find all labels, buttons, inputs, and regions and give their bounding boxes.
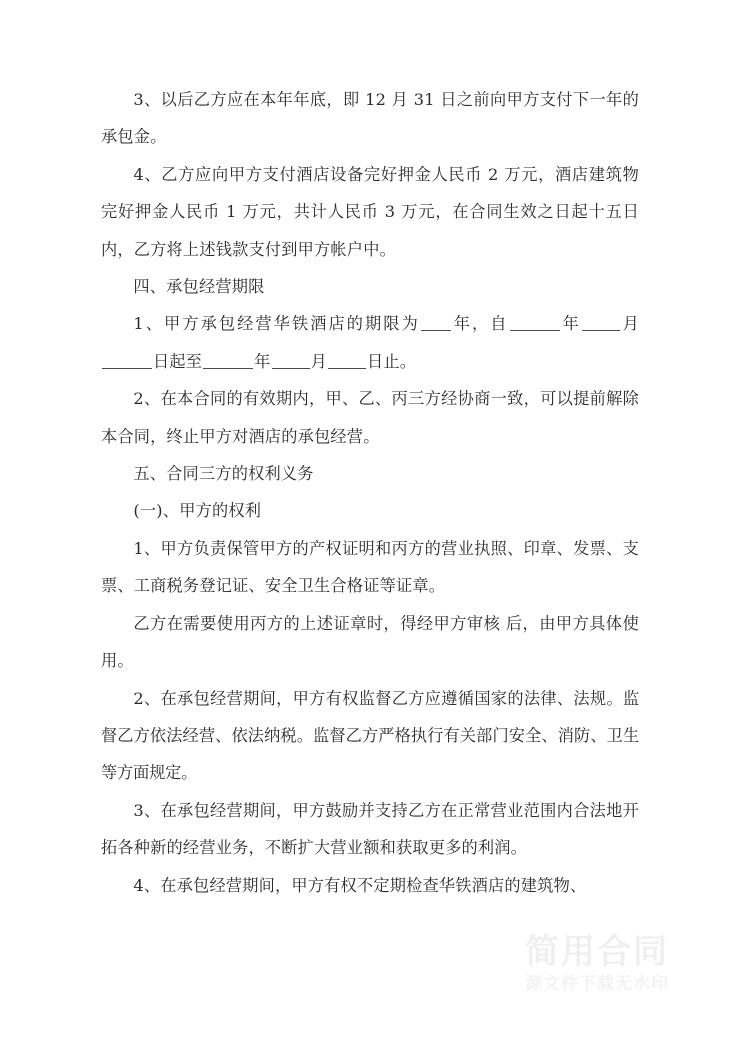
term-suffix-text: 日止。 [366,351,417,371]
paragraph-section5-item1: 1、甲方负责保管甲方的产权证明和丙方的营业执照、印章、发票、支票、工商税务登记证、安全卫生合格证等证章。 [101,538,639,596]
term-mid1-text: 年，自 [451,314,509,334]
blank-start-year[interactable] [510,316,560,331]
blank-years[interactable] [421,316,451,331]
paragraph-section5-item4: 4、在承包经营期间，甲方有权不定期检查华铁酒店的建筑物、 [133,875,587,895]
term-mid4-text: 日起至 [153,351,203,371]
term-mid5-text: 年 [254,351,271,371]
paragraph-section3-item3: 3、以后乙方应在本年年底，即 12 月 31 日之前向甲方支付下一年的承包金。 [101,90,639,147]
subheading-party-a-rights: (一)、甲方的权利 [133,501,262,521]
term-mid6-text: 月 [310,351,327,371]
watermark [472,933,722,997]
paragraph-section4-item1 [101,305,639,380]
watermark-brand-text: 简用合同 [525,932,669,973]
term-mid3-text: 月 [620,314,640,334]
document-text-column [101,81,639,904]
term-prefix-text: 1、甲方承包经营华铁酒店的期限为 [133,314,420,334]
heading-section-five: 五、合同三方的权利义务 [133,464,314,484]
term-mid2-text: 年 [560,314,581,334]
paragraph-section4-item2: 2、在本合同的有效期内，甲、乙、丙三方经协商一致，可以提前解除本合同，终止甲方对酒店的承包经营。 [101,389,639,446]
paragraph-section3-item4: 4、乙方应向甲方支付酒店设备完好押金人民币 2 万元，酒店建筑物完好押金人民币 1 万元，共计人民币 3 万元，在合同生效之日起十五日内，乙方将上述钱款支付到甲方帐户中。 [101,164,639,259]
blank-start-month[interactable] [582,316,620,331]
paragraph-section5-item3: 3、在承包经营期间，甲方鼓励并支持乙方在正常营业范围内合法地开拓各种新的经营业务，不断扩大营业额和获取更多的利润。 [101,800,639,858]
paragraph-section5-item1-continued: 乙方在需要使用丙方的上述证章时，得经甲方审核 后，由甲方具体使用。 [101,613,639,671]
blank-end-month[interactable] [272,354,310,369]
blank-end-day[interactable] [328,354,366,369]
heading-section-four: 四、承包经营期限 [133,277,265,297]
paragraph-section5-item2: 2、在承包经营期间，甲方有权监督乙方应遵循国家的法律、法规。监督乙方依法经营、依法纳税。监督乙方严格执行有关部门安全、消防、卫生等方面规定。 [101,688,639,783]
blank-start-day[interactable] [102,354,152,369]
watermark-tagline-text: 源文件下载无水印 [525,973,669,994]
blank-end-year[interactable] [203,354,253,369]
